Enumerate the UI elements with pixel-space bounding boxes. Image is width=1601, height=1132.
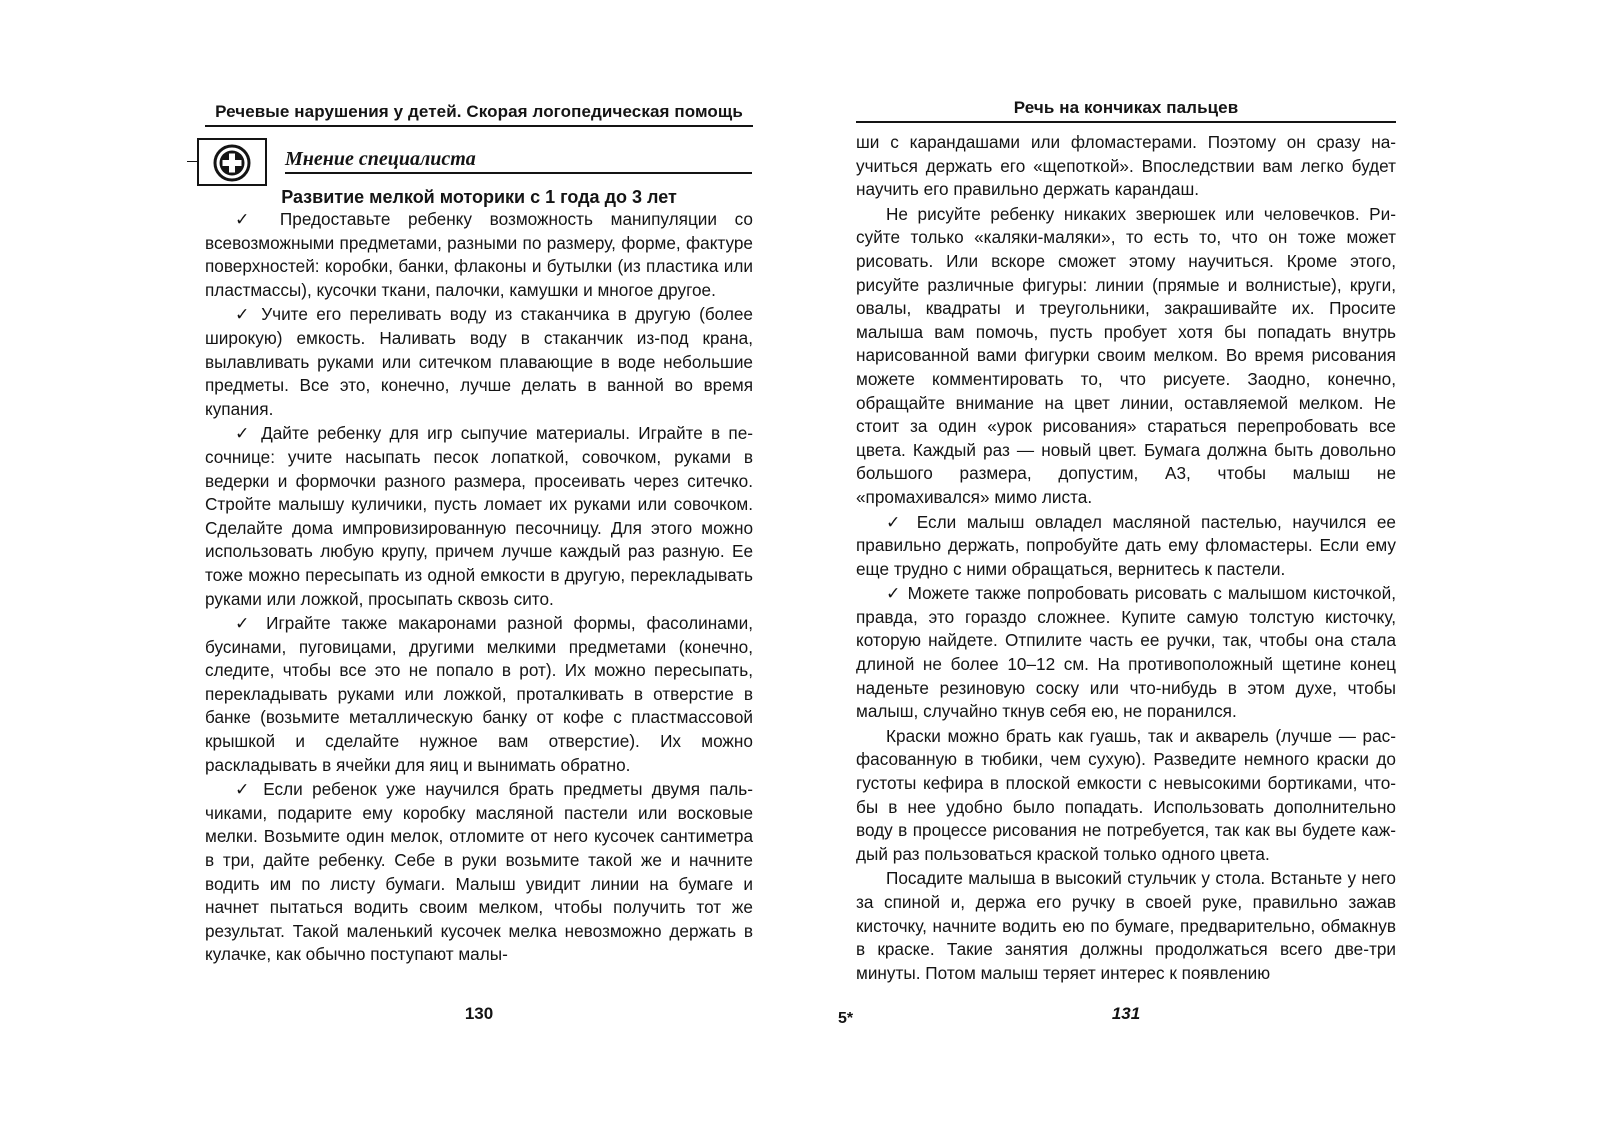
page-number-left: 130 (464, 1004, 494, 1023)
expert-box (197, 138, 267, 186)
right-page (838, 0, 1396, 1132)
paragraph: ✓ Можете также попробовать рисовать с малышом кисточкой, правда, это гораздо сложнее. Купите самую толстую кисточку, которую найдете. Отпилите часть ее ручки, так, чтобы она стала длиной не более 10–12 см. На противоположный щетине конец наденьте резиновую соску или что-нибудь в этом духе, чтобы малыш, случайно ткнув себя ею, не поранился. (856, 583, 1396, 722)
paragraph: ✓ Если ребенок уже научился брать предметы двумя пальчиками, подарите ему коробку масляной пастели или восковые мелки. Возьмите один мелок, отломите от него кусочек сантиметра в три, дайте ребенку. Себе в руки возьмите такой же и начните водить им по листу бумаги. Малыш увидит линии на бумаге и начнет пытаться водить своим мелком, чтобы получить тот же результат. Такой маленький кусочек мелка невозможно держать в кулачке, как обычно поступают малы- (205, 779, 753, 965)
paragraph: ✓ Учите его переливать воду из стаканчика в другую (более широкую) емкость. Наливать воду в стаканчик из-под крана, вылавливать руками или ситечком плавающие в воде небольшие предметы. Все это, конечно, лучше делать в ванной во время купания. (205, 304, 753, 419)
paragraph: Посадите малыша в высокий стульчик у стола. Встаньте у него за спиной и, держа его ручку в своей руке, правильно зажав кисточку, начните водить ею по бумаге, предварительно, обмакнув в краске. Такие занятия должны продолжаться всего две-три минуты. Потом малыш теряет интерес к появлению (856, 868, 1396, 983)
right-body-text (856, 131, 1396, 985)
left-body-text (205, 208, 753, 967)
section-heading: Развитие мелкой моторики с 1 года до 3 лет (281, 187, 677, 207)
paragraph: ши с карандашами или фломастерами. Поэтому он сразу научиться держать его «щепоткой». Впоследствии вам легко будет научить его правильно держать карандаш. (856, 132, 1396, 200)
running-head-left: Речевые нарушения у детей. Скорая логопедическая помощь (205, 102, 753, 127)
paragraph: ✓ Если малыш овладел масляной пастелью, научился ее правильно держать, попробуйте дать ему фломастеры. Если ему еще трудно с ними обращаться, вернитесь к пастели. (856, 511, 1396, 579)
box-title: Мнение специалиста (285, 148, 752, 174)
paragraph: Краски можно брать как гуашь, так и акварель (лучше — расфасованную в тюбики, чем сухую). Разведите немного краски до густоты кефира в плоской емкости с невысокими бортиками, чтобы в нее удобно было попадать. Использовать дополнительно воду в процессе рисования не потребуется, так как вы будете каждый раз пользоваться краской только одного цвета. (856, 725, 1396, 864)
medical-cross-icon (213, 144, 251, 182)
signature-mark: 5* (838, 1010, 854, 1027)
left-page (205, 0, 753, 1132)
running-head-right: Речь на кончиках пальцев (856, 98, 1396, 123)
page-number-right: 131 (1111, 1004, 1141, 1023)
paragraph: Не рисуйте ребенку никаких зверюшек или человечков. Рисуйте только «каляки-маляки», то есть то, что он тоже может рисовать. Или вскоре сможет этому научиться. Кроме этого, рисуйте различные фигуры: линии (прямые и волнистые), круги, овалы, квадраты и треугольники, закрашивайте их. Просите малыша вам помочь, пусть пробует хотя бы попадать внутрь нарисованной вами фигурки своим мелком. Во время рисования можете комментировать то, что рисуете. Заодно, конечно, обращайте внимание на цвет линии, оставляемой мелком. Не стоит за один «урок рисования» стараться перепробовать все цвета. Каждый раз — новый цвет. Бумага должна быть довольно большого размера, допустим, А3, чтобы малыш не «промахивался» мимо листа. (856, 203, 1396, 507)
paragraph: ✓ Играйте также макаронами разной формы, фасолинами, бусинами, пуговицами, другими мелкими предметами (конечно, следите, чтобы все это не попало в рот). Их можно пересыпать, перекладывать руками или ложкой, проталкивать в отверстие в банке (возьмите металлическую банку от кофе с пластмассовой крышкой и сделайте нужное вам отверстие). Их можно раскладывать в ячейки для яиц и вынимать обратно. (205, 613, 753, 775)
paragraph: ✓ Предоставьте ребенку возможность манипуляции со всевозможными предметами, разными по размеру, форме, фактуре поверхностей: коробки, банки, флаконы и бутылки (из пластика или пластмассы), кусочки ткани, палочки, камушки и многое другое. (205, 209, 753, 300)
paragraph: ✓ Дайте ребенку для игр сыпучие материалы. Играйте в песочнице: учите насыпать песок лопаткой, совочком, руками в ведерки и формочки разного размера, просеивать через ситечко. Стройте малышу куличики, пусть ломает их руками или совочком. Сделайте дома импровизированную песочницу. Для этого можно использовать любую крупу, причем лучше каждый раз разную. Ее тоже можно пересыпать из одной емкости в другую, перекладывать руками или ложкой, просыпать сквозь сито. (205, 423, 753, 609)
